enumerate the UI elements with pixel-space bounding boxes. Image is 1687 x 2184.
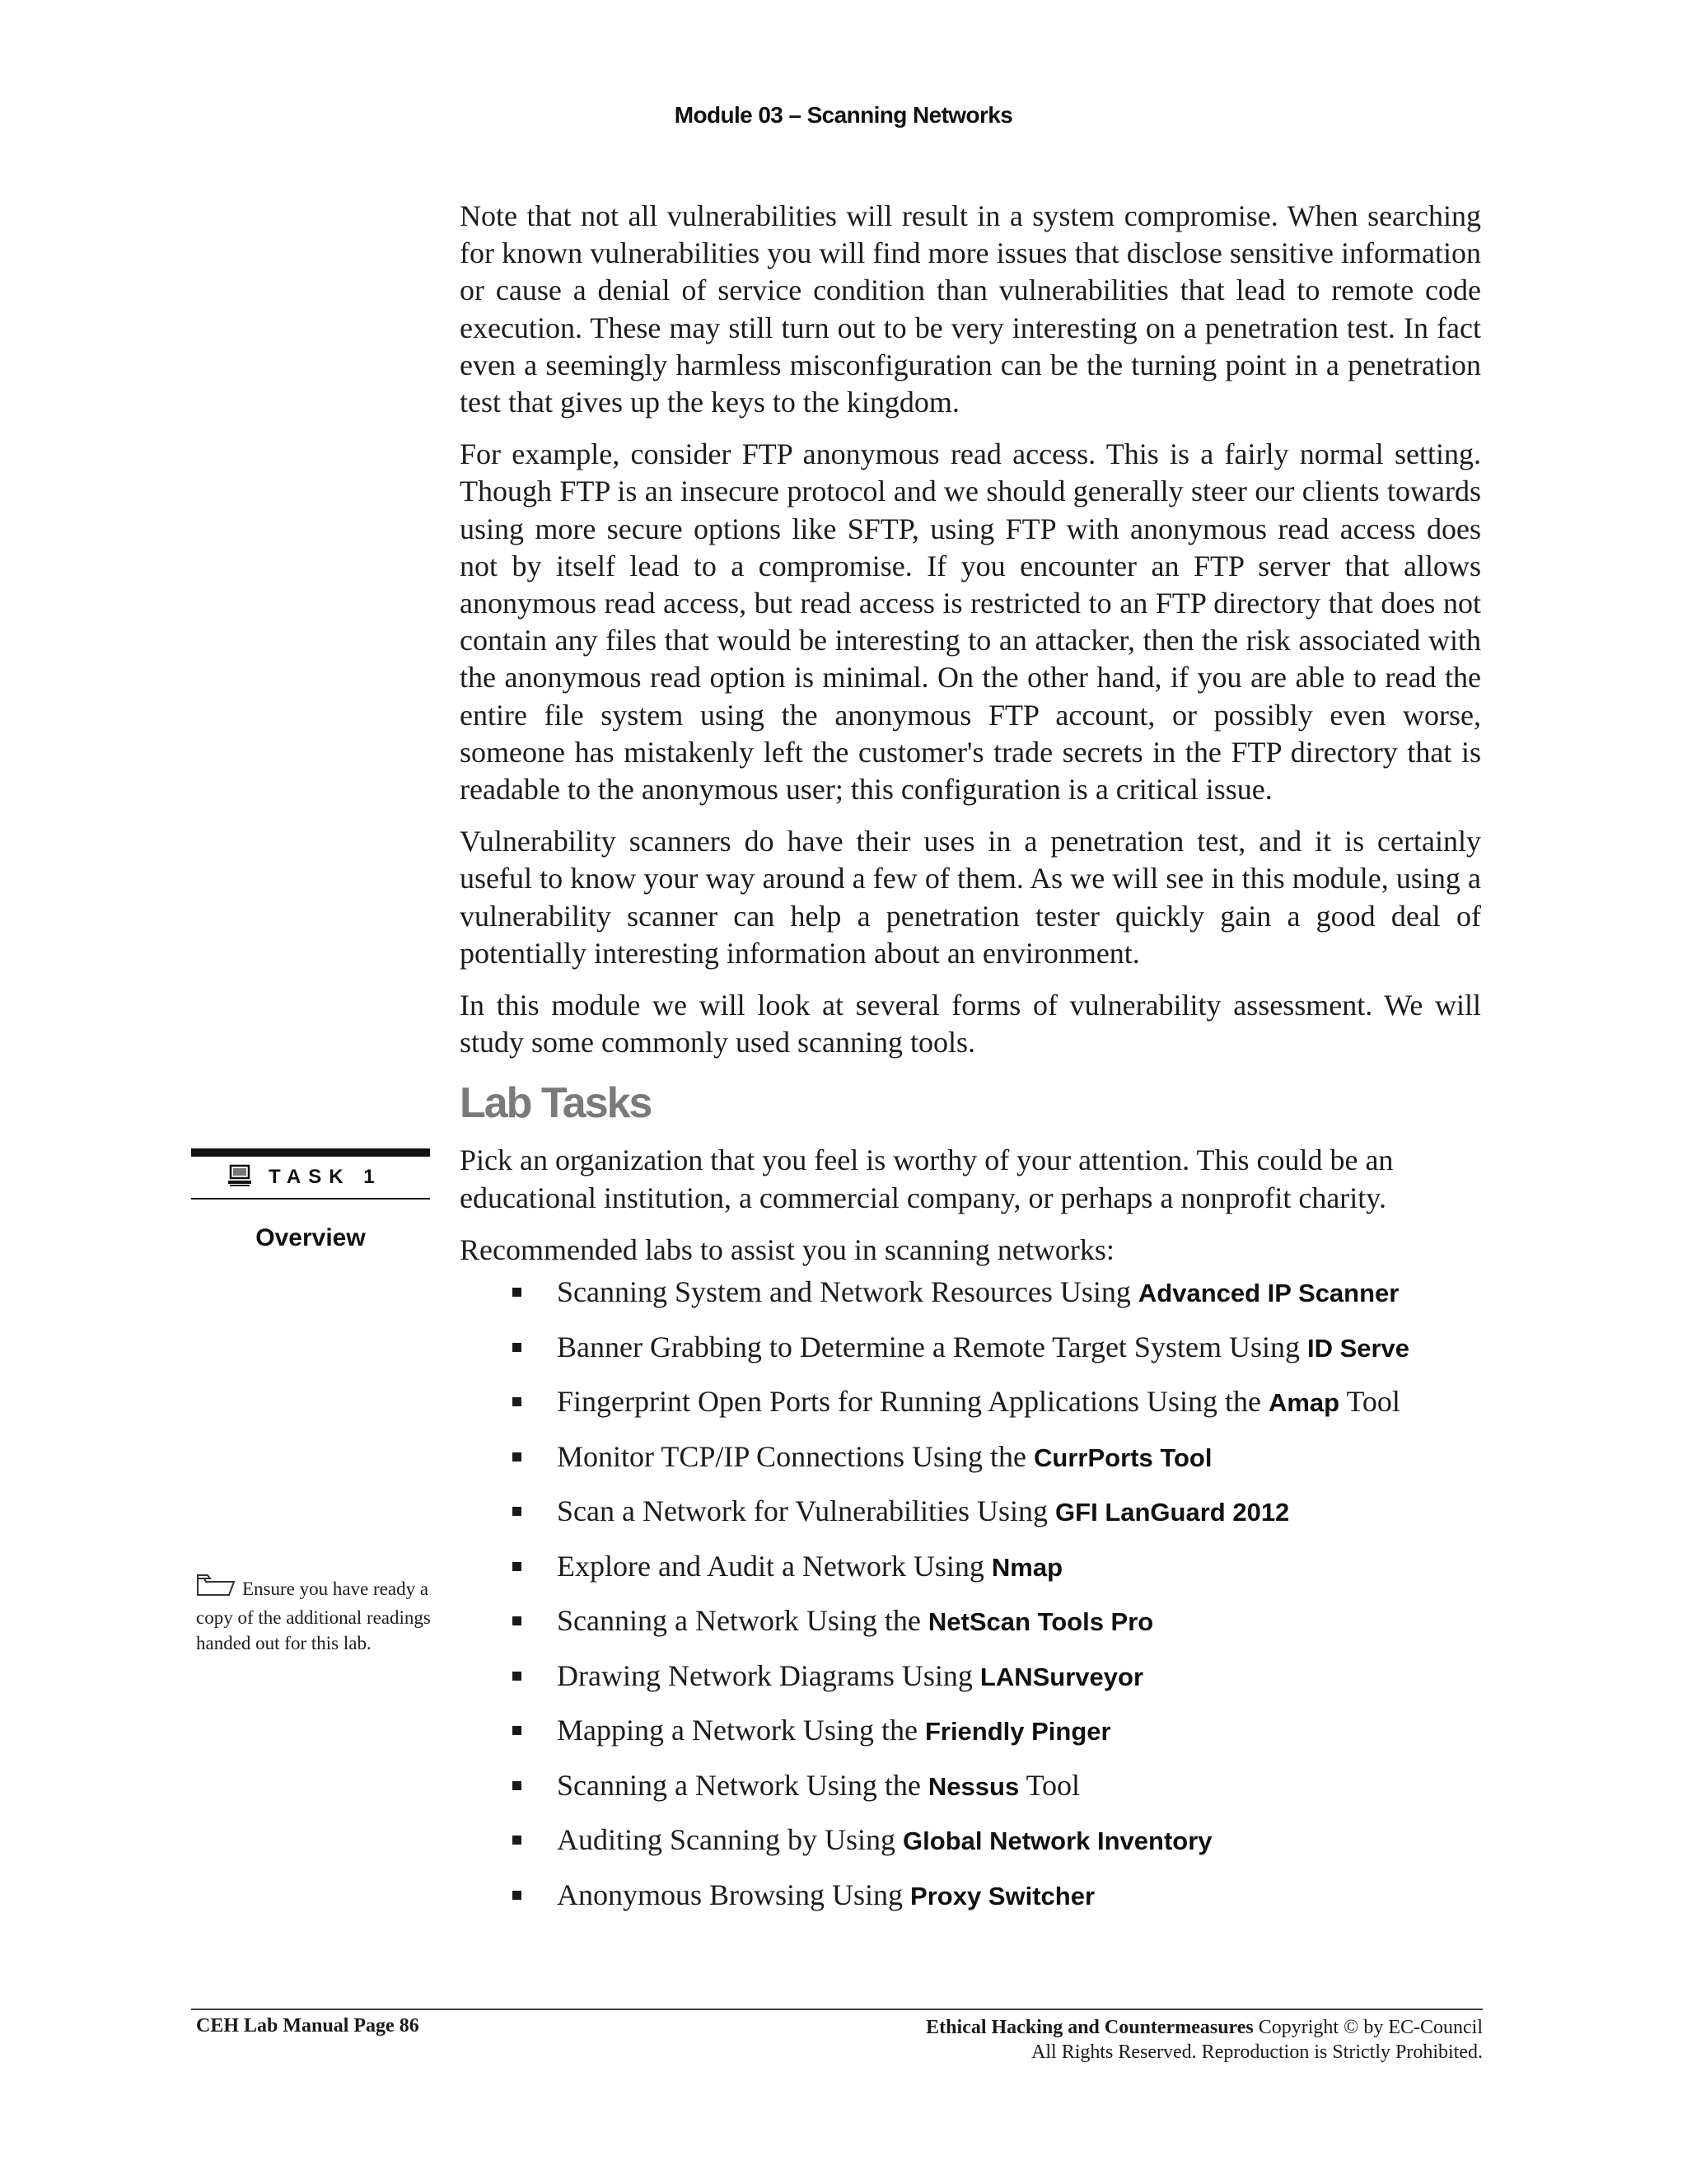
list-item: Anonymous Browsing Using Proxy Switcher: [460, 1877, 1481, 1932]
tool-name: Nessus: [928, 1771, 1020, 1801]
bullet-icon: [512, 1781, 521, 1790]
footer-divider: [191, 2009, 1483, 2010]
tool-name: Friendly Pinger: [924, 1717, 1111, 1747]
bullet-icon: [512, 1507, 521, 1516]
tool-name: CurrPorts Tool: [1034, 1443, 1213, 1472]
tool-name: Amap: [1268, 1388, 1340, 1418]
paragraph-module-intro: In this module we will look at several forms of vulnerability assessment. We will study some commonly used scanning tools.: [460, 989, 1481, 1059]
bullet-icon: [512, 1672, 521, 1681]
task-rule: [191, 1198, 430, 1200]
footer-rights: All Rights Reserved. Reproduction is Strictly Prohibited.: [1031, 2041, 1483, 2063]
footer-copyright: [926, 2015, 1483, 2065]
bullet-icon: [512, 1836, 521, 1845]
tool-name: Nmap: [991, 1552, 1063, 1582]
bullet-icon: [512, 1616, 521, 1625]
list-item: Scan a Network for Vulnerabilities Using GFI LanGuard 2012: [460, 1493, 1481, 1548]
list-item: Scanning a Network Using the Nessus Tool: [460, 1767, 1481, 1822]
bullet-icon: [512, 1891, 521, 1900]
paragraph-scanners: Vulnerability scanners do have their uses in a penetration test, and it is certainly useful to know your way around a few of them. As we will see in this module, using a vulnerability scanner can help a penetration tester quickly gain a good deal of potentially interesting information about an environment.: [460, 825, 1481, 970]
task-bar: [191, 1148, 430, 1157]
overview-label: Overview: [255, 1224, 366, 1251]
task-sidebar: [191, 1148, 430, 1252]
tool-name: LANSurveyor: [979, 1662, 1144, 1691]
footer-copyright-text: Copyright © by EC-Council: [1253, 2017, 1483, 2038]
tool-name: Proxy Switcher: [910, 1881, 1096, 1910]
task-header: [191, 1157, 430, 1198]
computer-icon: [227, 1164, 252, 1191]
folder-icon: [196, 1574, 236, 1605]
tool-name: Advanced IP Scanner: [1138, 1279, 1400, 1308]
list-item: Fingerprint Open Ports for Running Applications Using the Amap Tool: [460, 1383, 1481, 1438]
list-item: Explore and Audit a Network Using Nmap: [460, 1548, 1481, 1603]
module-header: Module 03 – Scanning Networks: [674, 102, 1013, 128]
tool-name: GFI LanGuard 2012: [1055, 1498, 1290, 1527]
paragraph-vulnerabilities: Note that not all vulnerabilities will result in a system compromise. When searching for known vulnerabilities you will find more issues that disclose sensitive information or cause a denial of service condition than vulnerabilities that lead to remote code execution. These may still turn out to be very interesting on a penetration test. In fact even a seemingly harmless misconfiguration can be the turning point in a penetration test that gives up the keys to the kingdom.: [460, 199, 1481, 419]
side-note-text: Ensure you have ready a copy of the additional readings handed out for this lab.: [196, 1578, 431, 1653]
list-item: Monitor TCP/IP Connections Using the CurrPorts Tool: [460, 1438, 1481, 1494]
bullet-icon: [512, 1343, 521, 1352]
footer-page: CEH Lab Manual Page 86: [196, 2015, 419, 2037]
footer-course: Ethical Hacking and Countermeasures: [926, 2017, 1254, 2038]
lab-tasks-heading: Lab Tasks: [460, 1079, 652, 1128]
bullet-icon: [512, 1397, 521, 1406]
tool-name: Global Network Inventory: [903, 1826, 1213, 1856]
list-item: Drawing Network Diagrams Using LANSurveyor: [460, 1658, 1481, 1713]
tool-name: ID Serve: [1306, 1333, 1410, 1363]
lab-intro: Pick an organization that you feel is worthy of your attention. This could be an educational institution, a commercial company, or perhaps a nonprofit charity.: [460, 1143, 1394, 1214]
list-item: Auditing Scanning by Using Global Network Inventory: [460, 1822, 1481, 1877]
bullet-icon: [512, 1452, 521, 1461]
paragraph-ftp-example: For example, consider FTP anonymous read access. This is a fairly normal setting. Though FTP is an insecure protocol and we should generally steer our clients towards using more secure options like SFTP, using FTP with anonymous read access does not by itself lead to a compromise. If you encounter an FTP server that allows anonymous read access, but read access is restricted to an FTP directory that does not contain any files that would be interesting to an attacker, then the risk associated with the anonymous read option is minimal. On the other hand, if you are able to read the entire file system using the anonymous FTP account, or possibly even worse, someone has mistakenly left the customer's trade secrets in the FTP directory that is readable to the anonymous user; this configuration is a critical issue.: [460, 437, 1481, 807]
task-label: TASK 1: [269, 1166, 382, 1188]
bullet-icon: [512, 1726, 521, 1735]
bullet-icon: [512, 1562, 521, 1571]
main-content: [460, 198, 1481, 1931]
tool-name: NetScan Tools Pro: [928, 1607, 1154, 1637]
list-item: Banner Grabbing to Determine a Remote Target System Using ID Serve: [460, 1329, 1481, 1384]
list-item: Mapping a Network Using the Friendly Pinger: [460, 1712, 1481, 1767]
side-note: [196, 1574, 435, 1656]
list-item: Scanning a Network Using the NetScan Tools Pro: [460, 1602, 1481, 1658]
recommended-labs-label: Recommended labs to assist you in scanning networks:: [460, 1232, 1115, 1266]
lab-list: [460, 1274, 1481, 1931]
list-item: Scanning System and Network Resources Using Advanced IP Scanner: [460, 1274, 1481, 1329]
bullet-icon: [512, 1288, 521, 1297]
